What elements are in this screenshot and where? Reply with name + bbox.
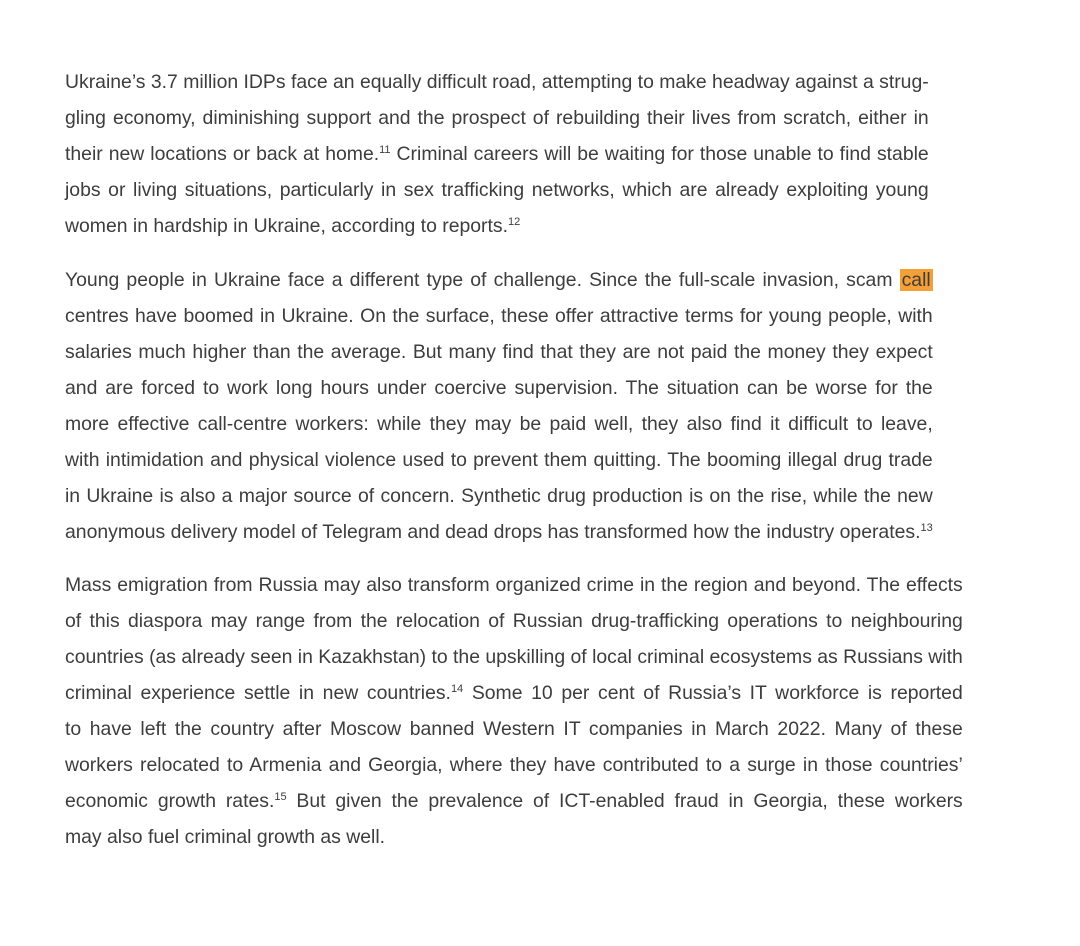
text-line <box>65 675 963 711</box>
footnote-ref[interactable]: 14 <box>450 683 464 695</box>
text-span: women in hardship in Ukraine, according to reports. <box>65 215 508 237</box>
text-line: Ukraine’s 3.7 million IDPs face an equally difficult road, attempting to make headway against a strug- <box>65 71 929 93</box>
text-line: countries (as already seen in Kazakhstan) to the upskilling of local criminal ecosystems as Russians with <box>65 646 963 668</box>
paragraph-young-people <box>65 262 933 550</box>
text-span: Some 10 per cent of Russia’s IT workforce is reported <box>463 682 963 704</box>
text-span: their new locations or back at home. <box>65 143 380 165</box>
text-span: But given the prevalence of ICT-enabled fraud in Georgia, these workers <box>286 790 963 812</box>
text-line: in Ukraine is also a major source of concern. Synthetic drug production is on the rise, while the new <box>65 485 933 507</box>
text-line: jobs or living situations, particularly in sex trafficking networks, which are already exploiting young <box>65 179 929 201</box>
text-span: criminal experience settle in new countries. <box>65 682 451 704</box>
text-span: Young people in Ukraine face a different type of challenge. Since the full-scale invasion, scam <box>65 269 893 291</box>
text-line: of this diaspora may range from the relocation of Russian drug-trafficking operations to neighbouring <box>65 610 963 632</box>
footnote-ref[interactable]: 13 <box>920 522 933 534</box>
text-span: Criminal careers will be waiting for those unable to find stable <box>390 143 929 165</box>
text-span: economic growth rates. <box>65 790 275 812</box>
text-line: to have left the country after Moscow banned Western IT companies in March 2022. Many of these <box>65 718 963 740</box>
text-line <box>65 136 929 172</box>
text-line: Mass emigration from Russia may also transform organized crime in the region and beyond. The effects <box>65 574 963 596</box>
paragraph-idps <box>65 64 929 244</box>
text-line: and are forced to work long hours under coercive supervision. The situation can be worse for the <box>65 377 933 399</box>
footnote-ref[interactable]: 15 <box>274 791 287 803</box>
text-span: anonymous delivery model of Telegram and dead drops has transformed how the industry operates. <box>65 521 921 543</box>
text-line: gling economy, diminishing support and the prospect of rebuilding their lives from scratch, either in <box>65 107 929 129</box>
text-line: salaries much higher than the average. But many find that they are not paid the money they expect <box>65 341 933 363</box>
text-line: more effective call-centre workers: while they may be paid well, they also find it difficult to leave, <box>65 413 933 435</box>
text-line <box>65 262 933 298</box>
text-line: centres have boomed in Ukraine. On the surface, these offer attractive terms for young people, with <box>65 305 933 327</box>
highlighted-word[interactable]: call <box>901 269 931 291</box>
paragraph-russia-emigration <box>65 567 963 855</box>
text-line <box>65 208 929 244</box>
text-line: may also fuel criminal growth as well. <box>65 826 386 848</box>
text-line: workers relocated to Armenia and Georgia, where they have contributed to a surge in those countries’ <box>65 754 963 776</box>
text-line <box>65 783 963 819</box>
footnote-ref[interactable]: 11 <box>379 144 391 156</box>
text-line <box>65 514 933 550</box>
text-line: with intimidation and physical violence used to prevent them quitting. The booming illegal drug trade <box>65 449 933 471</box>
footnote-ref[interactable]: 12 <box>507 216 521 228</box>
